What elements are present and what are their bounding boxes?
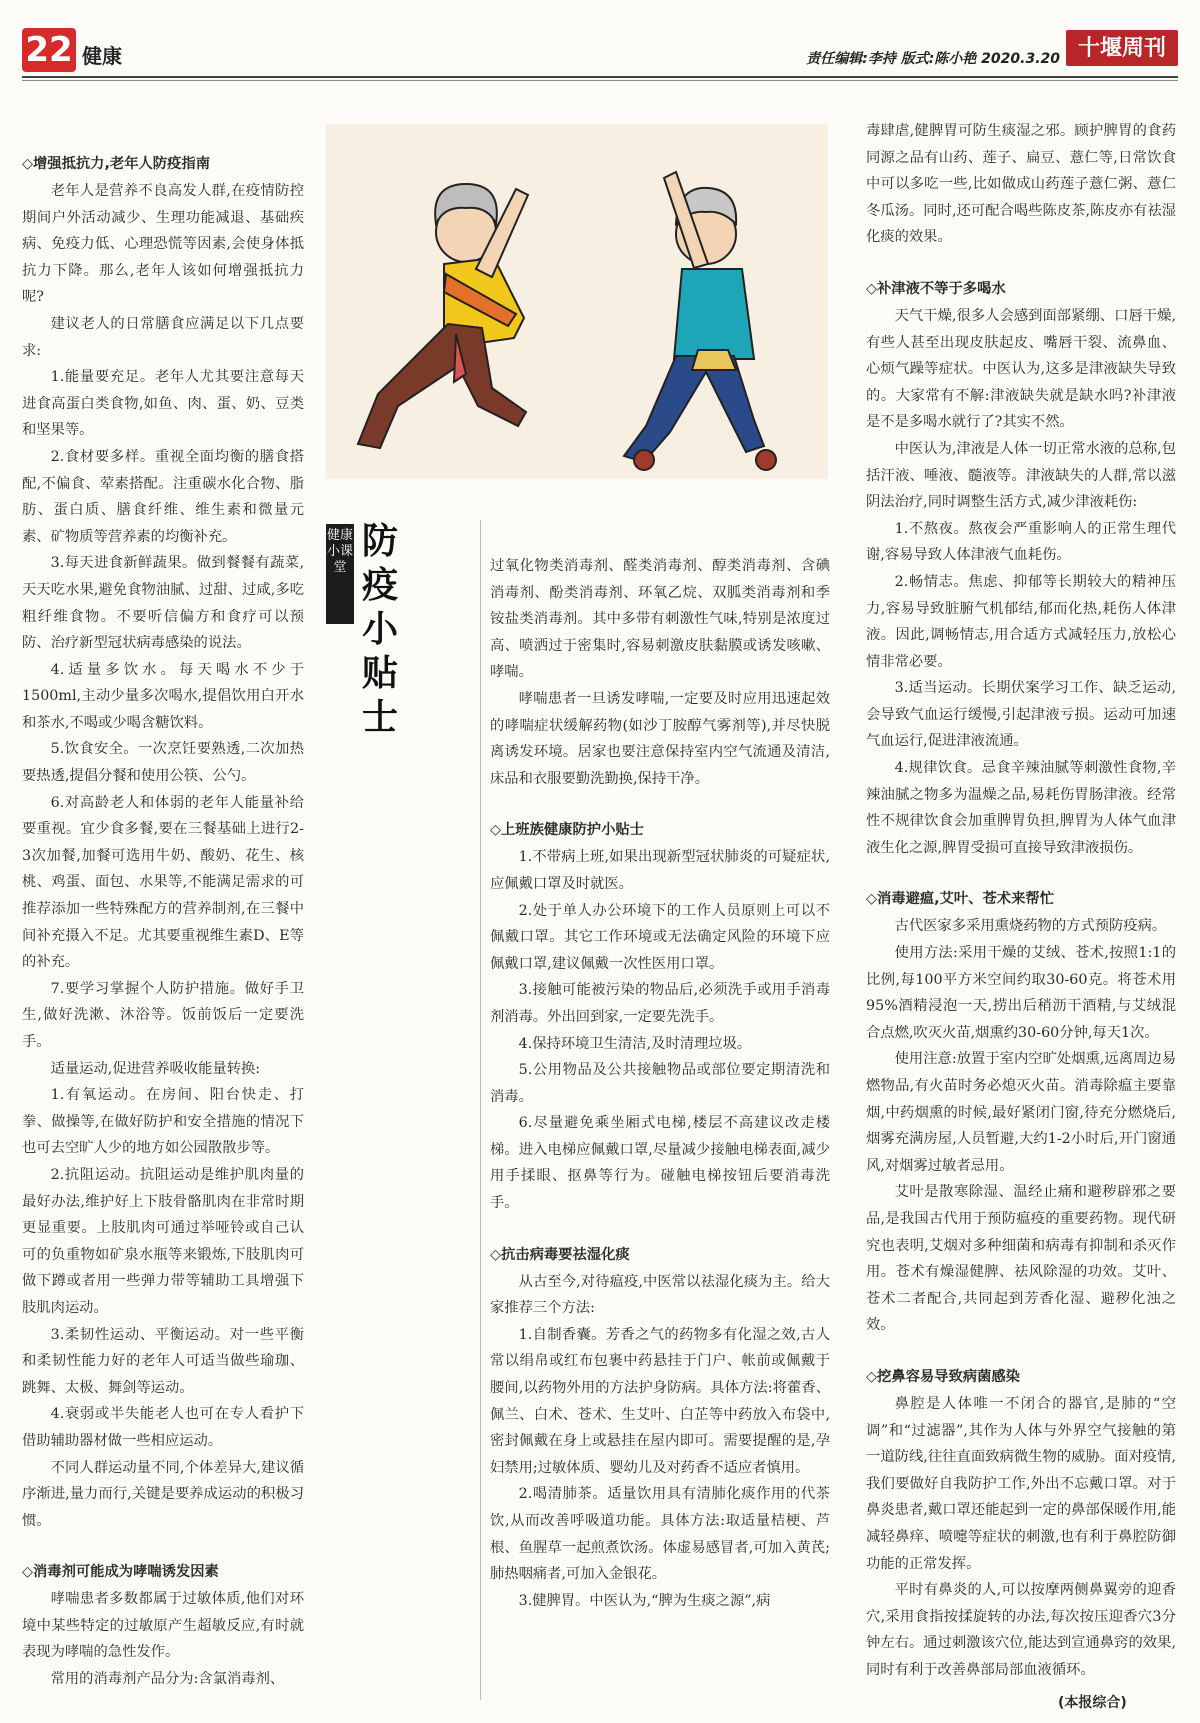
editor-credits: 责任编辑:李持 版式:陈小艳 2020.3.20 bbox=[806, 51, 1060, 67]
section-gap bbox=[866, 251, 1176, 267]
article-heading: ◇增强抵抗力,老年人防疫指南 bbox=[22, 156, 210, 172]
article-paragraph: 中医认为,津液是人体一切正常水液的总称,包括汗液、唾液、髓液等。津液缺失的人群,常以滋阴法治疗,同时调整生活方式,减少津液耗伤: bbox=[866, 440, 1176, 511]
article-column-3 bbox=[866, 118, 1176, 1683]
article-paragraph: 1.不带病上班,如果出现新型冠状肺炎的可疑症状,应佩戴口罩及时就医。 bbox=[490, 849, 830, 892]
article-paragraph: 3.柔韧性运动、平衡运动。对一些平衡和柔韧性能力好的老年人可适当做些瑜珈、跳舞、太极、舞剑等运动。 bbox=[22, 1326, 304, 1396]
article-paragraph: 常用的消毒剂产品分为:含氯消毒剂、 bbox=[50, 1671, 285, 1688]
column-title: 防疫小贴士 bbox=[361, 521, 398, 738]
article-paragraph: 5.饮食安全。一次烹饪要熟透,二次加热要热透,提倡分餐和使用公筷、公勺。 bbox=[22, 741, 304, 785]
article-paragraph: 平时有鼻炎的人,可以按摩两侧鼻翼旁的迎香穴,采用食指按揉旋转的办法,每次按压迎香穴3分钟左右。通过刺激该穴位,能达到宣通鼻窍的效果,同时有利于改善鼻部局部血液循环。 bbox=[866, 1582, 1176, 1678]
elderly-exercise-image bbox=[326, 124, 828, 479]
article-heading: ◇消毒避瘟,艾叶、苍术来帮忙 bbox=[866, 891, 1054, 908]
article-paragraph: 哮喘患者多数都属于过敏体质,他们对环境中某些特定的过敏原产生超敏反应,有时就表现为哮喘的急性发作。 bbox=[22, 1591, 304, 1661]
section-gap bbox=[22, 1534, 304, 1550]
article-paragraph: 1.不熬夜。熬夜会严重影响人的正常生理代谢,容易导致人体津液气血耗伤。 bbox=[866, 520, 1176, 564]
article-paragraph: 1.能量要充足。老年人尤其要注意每天进食高蛋白类食物,如鱼、肉、蛋、奶、豆类和坚果等。 bbox=[22, 369, 304, 439]
article-paragraph: 3.健脾胃。中医认为,“脾为生痰之源”,病 bbox=[518, 1592, 771, 1609]
article-paragraph: 3.接触可能被污染的物品后,必须洗手或用手消毒剂消毒。外出回到家,一定要先洗手。 bbox=[490, 982, 830, 1025]
article-paragraph: 过氧化物类消毒剂、醛类消毒剂、醇类消毒剂、含碘消毒剂、酚类消毒剂、环氧乙烷、双胍类消毒剂和季铵盐类消毒剂。其中多带有刺激性气味,特别是浓度过高、喷洒过于密集时,容易刺激皮肤黏膜或诱发咳嗽、哮喘。 bbox=[490, 558, 830, 681]
exercise-illustration bbox=[326, 124, 828, 479]
article-paragraph: 2.喝清肺茶。适量饮用具有清肺化痰作用的代茶饮,从而改善呼吸道功能。具体方法:取适量桔梗、芦根、鱼腥草一起煎煮饮汤。体虚易感冒者,可加入黄芪;肺热咽痛者,可加入金银花。 bbox=[490, 1486, 830, 1583]
article-paragraph: 哮喘患者一旦诱发哮喘,一定要及时应用迅速起效的哮喘症状缓解药物(如沙丁胺醇气雾剂等),并尽快脱离诱发环境。居家也要注意保持室内空气流通及清洁,床品和衣服要勤洗勤换,保持干净。 bbox=[490, 690, 830, 787]
article-paragraph: 6.尽量避免乘坐厢式电梯,楼层不高建议改走楼梯。进入电梯应佩戴口罩,尽量减少接触电梯表面,减少用手揉眼、抠鼻等行为。碰触电梯按钮后要消毒洗手。 bbox=[490, 1115, 830, 1212]
article-paragraph: 3.适当运动。长期伏案学习工作、缺乏运动,会导致气血运行缓慢,引起津液亏损。运动可加速气血运行,促进津液流通。 bbox=[866, 680, 1176, 750]
article-column-2 bbox=[490, 553, 830, 1614]
article-heading: ◇挖鼻容易导致病菌感染 bbox=[866, 1368, 1020, 1385]
article-heading: ◇消毒剂可能成为哮喘诱发因素 bbox=[22, 1564, 219, 1581]
article-paragraph: 6.对高龄老人和体弱的老年人能量补给要重视。宜少食多餐,要在三餐基础上进行2-3次加餐,加餐可选用牛奶、酸奶、花生、核桃、鸡蛋、面包、水果等,不能满足需求的可推荐添加一些特殊配方的营养制剂,在三餐中间补充摄入不足。尤其要重视维生素D、E等的补充。 bbox=[22, 794, 304, 971]
header-rule-thin bbox=[22, 80, 1178, 81]
article-heading: ◇抗击病毒要祛湿化痰 bbox=[490, 1246, 630, 1263]
column-label-box: 健康小课堂 bbox=[326, 524, 354, 624]
article-paragraph: 2.抗阻运动。抗阻运动是维护肌肉量的最好办法,维护好上下肢骨骼肌肉在非常时期更显重要。上肢肌肉可通过举哑铃或自己认可的负重物如矿泉水瓶等来锻炼,下肢肌肉可做下蹲或者用一些弹力带等辅助工具增强下肢肌肉运动。 bbox=[22, 1166, 304, 1316]
article-paragraph: 2.食材要多样。重视全面均衡的膳食搭配,不偏食、荤素搭配。注重碳水化合物、脂肪、蛋白质、膳食纤维、维生素和微量元素、矿物质等营养素的均衡补充。 bbox=[22, 448, 304, 545]
article-paragraph: 鼻腔是人体唯一不闭合的器官,是肺的“空调”和“过滤器”,其作为人体与外界空气接触的第一道防线,往往直面致病微生物的威胁。面对疫情,我们要做好自我防护工作,外出不忘戴口罩。对于鼻炎患者,戴口罩还能起到一定的鼻部保暖作用,能减轻鼻痒、喷嚏等症状的刺激,也有利于鼻腔防御功能的正常发挥。 bbox=[866, 1395, 1176, 1572]
article-column-1 bbox=[22, 142, 304, 1693]
article-paragraph: 4.适量多饮水。每天喝水不少于1500ml,主动少量多次喝水,提倡饮用白开水和茶水,不喝或少喝含糖饮料。 bbox=[22, 661, 304, 731]
article-paragraph: 1.有氧运动。在房间、阳台快走、打拳、做操等,在做好防护和安全措施的情况下也可去空旷人少的地方如公园散散步等。 bbox=[22, 1087, 304, 1157]
page-number: 22 bbox=[22, 28, 76, 72]
section-gap bbox=[866, 861, 1176, 877]
article-paragraph: 使用方法:采用干燥的艾绒、苍术,按照1:1的比例,每100平方米空间约取30-60克。将苍术用95%酒精浸泡一天,捞出后稍沥干酒精,与艾绒混合点燃,吹灭火苗,烟熏约30-60分钟,每天1次。 bbox=[866, 945, 1176, 1041]
source-credit: (本报综合) bbox=[1058, 1695, 1127, 1711]
article-paragraph: 艾叶是散寒除湿、温经止痛和避秽辟邪之要品,是我国古代用于预防瘟疫的重要药物。现代研究也表明,艾烟对多种细菌和病毒有抑制和杀灭作用。苍术有燥湿健脾、祛风除湿的功效。艾叶、苍术二者配合,共同起到芳香化湿、避秽化浊之效。 bbox=[866, 1184, 1176, 1334]
section-gap bbox=[866, 1339, 1176, 1355]
article-paragraph: 2.畅情志。焦虑、抑郁等长期较大的精神压力,容易导致脏腑气机郁结,郁而化热,耗伤人体津液。因此,调畅情志,用合适方式减轻压力,放松心情非常必要。 bbox=[866, 573, 1176, 670]
article-paragraph: 不同人群运动量不同,个体差异大,建议循序渐进,量力而行,关键是要养成运动的积极习惯。 bbox=[22, 1459, 304, 1529]
article-paragraph: 4.衰弱或半失能老人也可在专人看护下借助辅助器材做一些相应运动。 bbox=[22, 1406, 304, 1449]
article-paragraph: 4.规律饮食。忌食辛辣油腻等刺激性食物,辛辣油腻之物多为温燥之品,易耗伤胃肠津液。经常性不规律饮食会加重脾胃负担,脾胃为人体气血津液生化之源,脾胃受损可直接导致津液损伤。 bbox=[866, 760, 1176, 856]
article-paragraph: 5.公用物品及公共接触物品或部位要定期清洗和消毒。 bbox=[490, 1062, 830, 1105]
article-paragraph: 从古至今,对待瘟疫,中医常以祛湿化痰为主。给大家推荐三个方法: bbox=[490, 1273, 830, 1317]
header-rule bbox=[22, 76, 1178, 78]
article-paragraph: 2.处于单人办公环境下的工作人员原则上可以不佩戴口罩。其它工作环境或无法确定风险的环境下应佩戴口罩,建议佩戴一次性医用口罩。 bbox=[490, 902, 830, 972]
section-title: 健康 bbox=[82, 44, 122, 68]
article-heading: ◇上班族健康防护小贴士 bbox=[490, 822, 644, 839]
section-gap bbox=[490, 792, 830, 808]
section-gap bbox=[490, 1217, 830, 1233]
article-paragraph: 1.自制香囊。芳香之气的药物多有化湿之效,古人常以绢帛或红布包裹中药悬挂于门户、帐前或佩戴于腰间,以药物外用的方法护身防病。具体方法:将藿香、佩兰、白术、苍术、生艾叶、白芷等中药放入布袋中,密封佩戴在身上或悬挂在屋内即可。需要提醒的是,孕妇禁用;过敏体质、婴幼儿及对药香不适应者慎用。 bbox=[490, 1326, 830, 1476]
article-paragraph: 毒肆虐,健脾胃可防生痰湿之邪。顾护脾胃的食药同源之品有山药、莲子、扁豆、薏仁等,日常饮食中可以多吃一些,比如做成山药莲子薏仁粥、薏仁冬瓜汤。同时,还可配合喝些陈皮茶,陈皮亦有祛湿化痰的效果。 bbox=[866, 123, 1176, 246]
article-paragraph: 建议老人的日常膳食应满足以下几点要求: bbox=[22, 315, 304, 359]
article-paragraph: 老年人是营养不良高发人群,在疫情防控期间户外活动减少、生理功能减退、基础疾病、免疫力低、心理恐慌等因素,会使身体抵抗力下降。那么,老年人该如何增强抵抗力呢? bbox=[22, 183, 304, 306]
article-paragraph: 7.要学习掌握个人防护措施。做好手卫生,做好洗漱、沐浴等。饭前饭后一定要洗手。 bbox=[22, 980, 304, 1050]
article-paragraph: 天气干燥,很多人会感到面部紧绷、口唇干燥,有些人甚至出现皮肤起皮、嘴唇干裂、流鼻血、心烦气躁等症状。中医认为,这多是津液缺失导致的。大家常有不解:津液缺失就是缺水吗?补津液是不是多喝水就行了?其实不然。 bbox=[866, 307, 1176, 431]
article-paragraph: 使用注意:放置于室内空旷处烟熏,远离周边易燃物品,有火苗时务必熄灭火苗。消毒除瘟主要靠烟,中药烟熏的时候,最好紧闭门窗,待充分燃烧后,烟雾充满房屋,人员暂避,大约1-2小时后,开门窗通风,对烟雾过敏者忌用。 bbox=[866, 1051, 1176, 1174]
article-paragraph: 4.保持环境卫生清洁,及时清理垃圾。 bbox=[518, 1035, 752, 1052]
article-paragraph: 3.每天进食新鲜蔬果。做到餐餐有蔬菜,天天吃水果,避免食物油腻、过甜、过咸,多吃粗纤维食物。不要听信偏方和食疗可以预防、治疗新型冠状病毒感染的说法。 bbox=[22, 555, 304, 652]
column-divider bbox=[480, 520, 481, 1700]
publication-logo: 十堰周刊 bbox=[1066, 30, 1178, 66]
article-heading: ◇补津液不等于多喝水 bbox=[866, 280, 1006, 297]
article-paragraph: 古代医家多采用熏烧药物的方式预防疫病。 bbox=[894, 918, 1167, 935]
article-paragraph: 适量运动,促进营养吸收能量转换: bbox=[50, 1060, 261, 1077]
